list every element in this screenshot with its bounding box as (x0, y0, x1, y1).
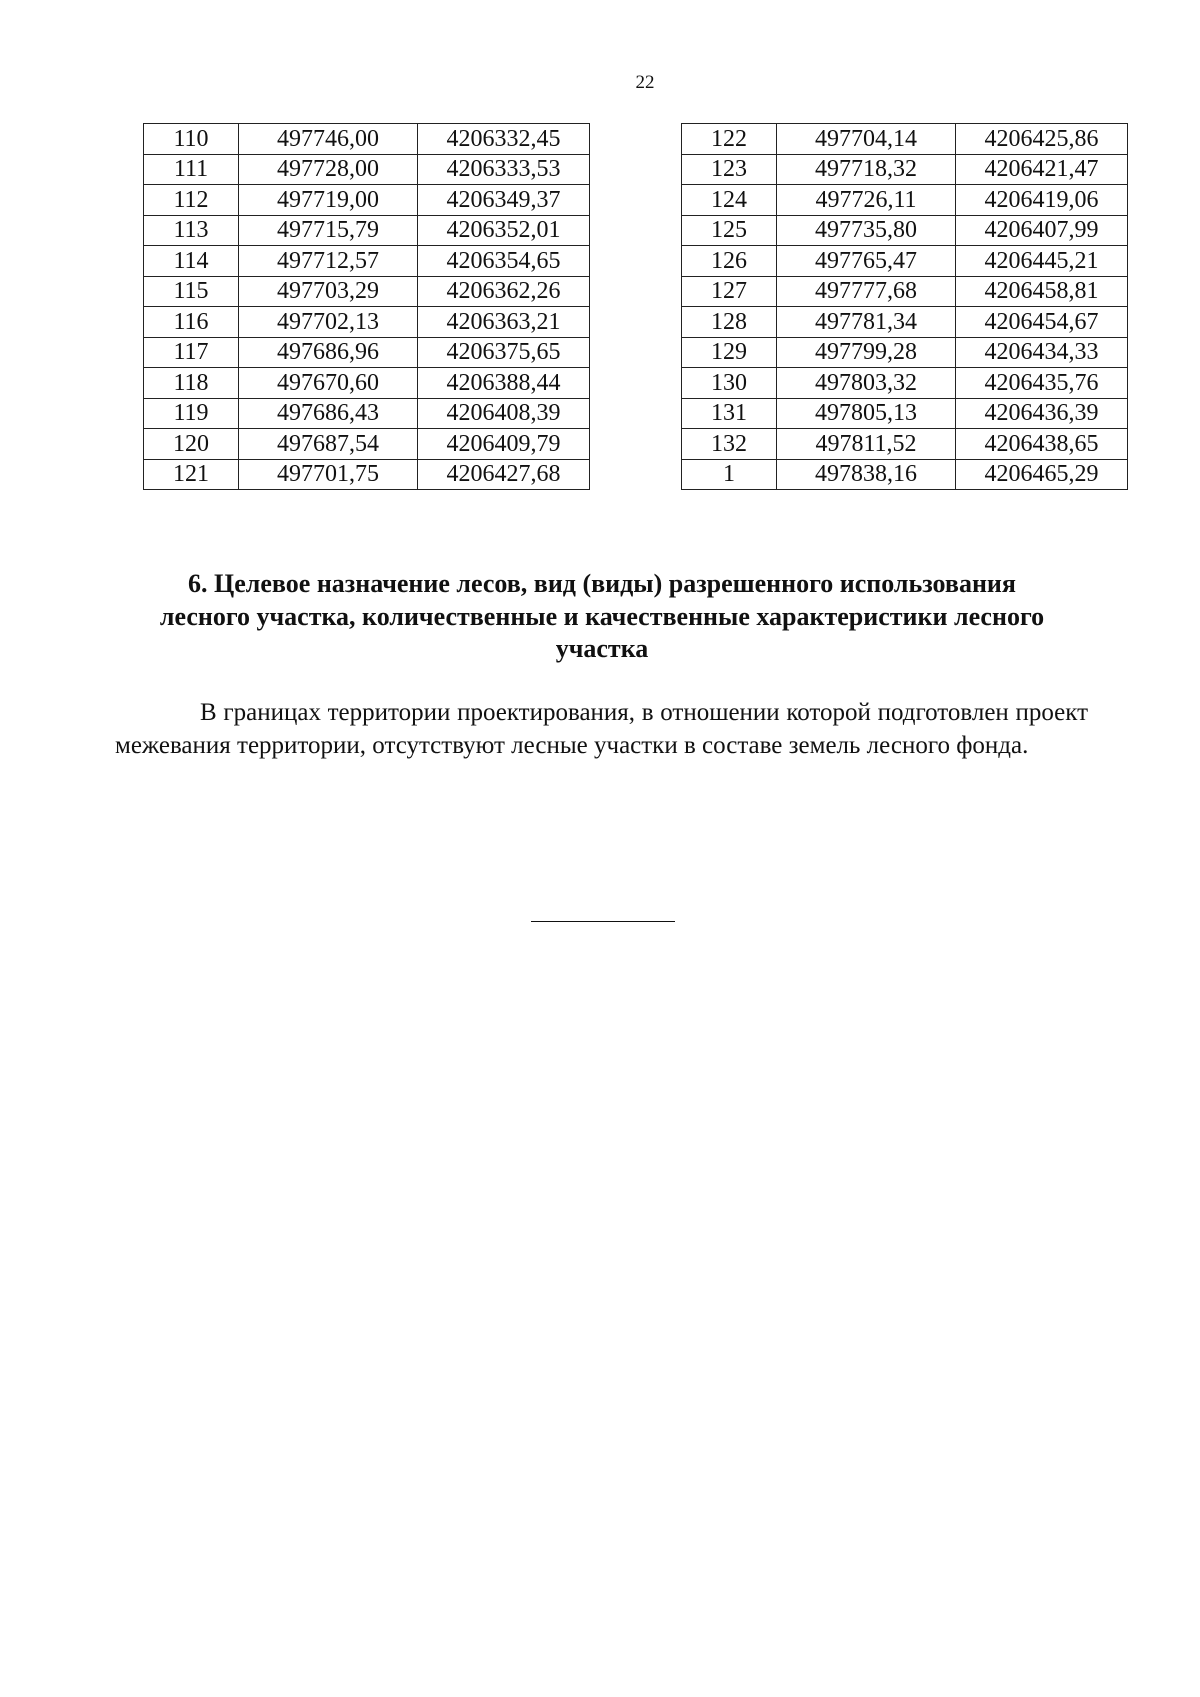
table-row (682, 246, 1128, 277)
point-number-cell: 110 (144, 124, 239, 155)
coordinates-table-left-body (144, 124, 590, 490)
point-number-cell: 121 (144, 459, 239, 490)
table-row (144, 398, 590, 429)
y-coordinate-cell: 4206375,65 (418, 337, 590, 368)
table-row (144, 246, 590, 277)
x-coordinate-cell: 497735,80 (777, 215, 956, 246)
x-coordinate-cell: 497728,00 (239, 154, 418, 185)
point-number-cell: 116 (144, 307, 239, 338)
table-row (144, 459, 590, 490)
point-number-cell: 112 (144, 185, 239, 216)
table-row (144, 337, 590, 368)
y-coordinate-cell: 4206425,86 (956, 124, 1128, 155)
y-coordinate-cell: 4206458,81 (956, 276, 1128, 307)
table-row (144, 154, 590, 185)
table-row (682, 429, 1128, 460)
x-coordinate-cell: 497838,16 (777, 459, 956, 490)
y-coordinate-cell: 4206332,45 (418, 124, 590, 155)
x-coordinate-cell: 497799,28 (777, 337, 956, 368)
table-row (682, 459, 1128, 490)
y-coordinate-cell: 4206454,67 (956, 307, 1128, 338)
coordinates-table-right-body (682, 124, 1128, 490)
x-coordinate-cell: 497718,32 (777, 154, 956, 185)
x-coordinate-cell: 497746,00 (239, 124, 418, 155)
y-coordinate-cell: 4206427,68 (418, 459, 590, 490)
point-number-cell: 130 (682, 368, 777, 399)
x-coordinate-cell: 497719,00 (239, 185, 418, 216)
y-coordinate-cell: 4206445,21 (956, 246, 1128, 277)
body-paragraph: В границах территории проектирования, в отношении которой подготовлен проект межевания территории, отсутствуют лесные участки в составе земель лесного фонда. (115, 699, 1088, 759)
table-row (682, 185, 1128, 216)
x-coordinate-cell: 497811,52 (777, 429, 956, 460)
y-coordinate-cell: 4206438,65 (956, 429, 1128, 460)
x-coordinate-cell: 497701,75 (239, 459, 418, 490)
y-coordinate-cell: 4206363,21 (418, 307, 590, 338)
x-coordinate-cell: 497687,54 (239, 429, 418, 460)
table-row (682, 154, 1128, 185)
x-coordinate-cell: 497712,57 (239, 246, 418, 277)
y-coordinate-cell: 4206349,37 (418, 185, 590, 216)
table-row (144, 307, 590, 338)
table-row (682, 368, 1128, 399)
x-coordinate-cell: 497686,43 (239, 398, 418, 429)
coordinates-table-right (681, 123, 1128, 490)
section-heading (110, 568, 1094, 666)
table-row (144, 368, 590, 399)
point-number-cell: 125 (682, 215, 777, 246)
coordinates-table-left (143, 123, 590, 490)
y-coordinate-cell: 4206421,47 (956, 154, 1128, 185)
table-row (144, 215, 590, 246)
point-number-cell: 132 (682, 429, 777, 460)
point-number-cell: 123 (682, 154, 777, 185)
point-number-cell: 118 (144, 368, 239, 399)
table-row (682, 307, 1128, 338)
x-coordinate-cell: 497703,29 (239, 276, 418, 307)
x-coordinate-cell: 497686,96 (239, 337, 418, 368)
y-coordinate-cell: 4206408,39 (418, 398, 590, 429)
point-number-cell: 131 (682, 398, 777, 429)
point-number-cell: 122 (682, 124, 777, 155)
x-coordinate-cell: 497805,13 (777, 398, 956, 429)
x-coordinate-cell: 497765,47 (777, 246, 956, 277)
y-coordinate-cell: 4206434,33 (956, 337, 1128, 368)
point-number-cell: 119 (144, 398, 239, 429)
point-number-cell: 127 (682, 276, 777, 307)
point-number-cell: 1 (682, 459, 777, 490)
point-number-cell: 115 (144, 276, 239, 307)
y-coordinate-cell: 4206409,79 (418, 429, 590, 460)
y-coordinate-cell: 4206333,53 (418, 154, 590, 185)
point-number-cell: 113 (144, 215, 239, 246)
section-heading-line-2: лесного участка, количественные и качественные характеристики лесного (159, 601, 1045, 631)
x-coordinate-cell: 497702,13 (239, 307, 418, 338)
table-row (144, 185, 590, 216)
y-coordinate-cell: 4206352,01 (418, 215, 590, 246)
point-number-cell: 129 (682, 337, 777, 368)
point-number-cell: 128 (682, 307, 777, 338)
section-heading-line-3: участка (555, 634, 649, 663)
x-coordinate-cell: 497781,34 (777, 307, 956, 338)
x-coordinate-cell: 497704,14 (777, 124, 956, 155)
table-row (682, 276, 1128, 307)
table-row (682, 398, 1128, 429)
x-coordinate-cell: 497726,11 (777, 185, 956, 216)
table-row (682, 215, 1128, 246)
x-coordinate-cell: 497715,79 (239, 215, 418, 246)
end-rule (531, 921, 675, 922)
point-number-cell: 126 (682, 246, 777, 277)
y-coordinate-cell: 4206465,29 (956, 459, 1128, 490)
point-number-cell: 111 (144, 154, 239, 185)
y-coordinate-cell: 4206435,76 (956, 368, 1128, 399)
point-number-cell: 124 (682, 185, 777, 216)
y-coordinate-cell: 4206362,26 (418, 276, 590, 307)
table-row (144, 124, 590, 155)
point-number-cell: 114 (144, 246, 239, 277)
x-coordinate-cell: 497670,60 (239, 368, 418, 399)
y-coordinate-cell: 4206388,44 (418, 368, 590, 399)
point-number-cell: 117 (144, 337, 239, 368)
table-row (144, 276, 590, 307)
y-coordinate-cell: 4206436,39 (956, 398, 1128, 429)
y-coordinate-cell: 4206419,06 (956, 185, 1128, 216)
y-coordinate-cell: 4206354,65 (418, 246, 590, 277)
y-coordinate-cell: 4206407,99 (956, 215, 1128, 246)
x-coordinate-cell: 497777,68 (777, 276, 956, 307)
point-number-cell: 120 (144, 429, 239, 460)
table-row (144, 429, 590, 460)
section-heading-line-1: 6. Целевое назначение лесов, вид (виды) разрешенного использования (188, 569, 1016, 598)
table-row (682, 124, 1128, 155)
table-row (682, 337, 1128, 368)
page-number: 22 (635, 72, 655, 93)
x-coordinate-cell: 497803,32 (777, 368, 956, 399)
